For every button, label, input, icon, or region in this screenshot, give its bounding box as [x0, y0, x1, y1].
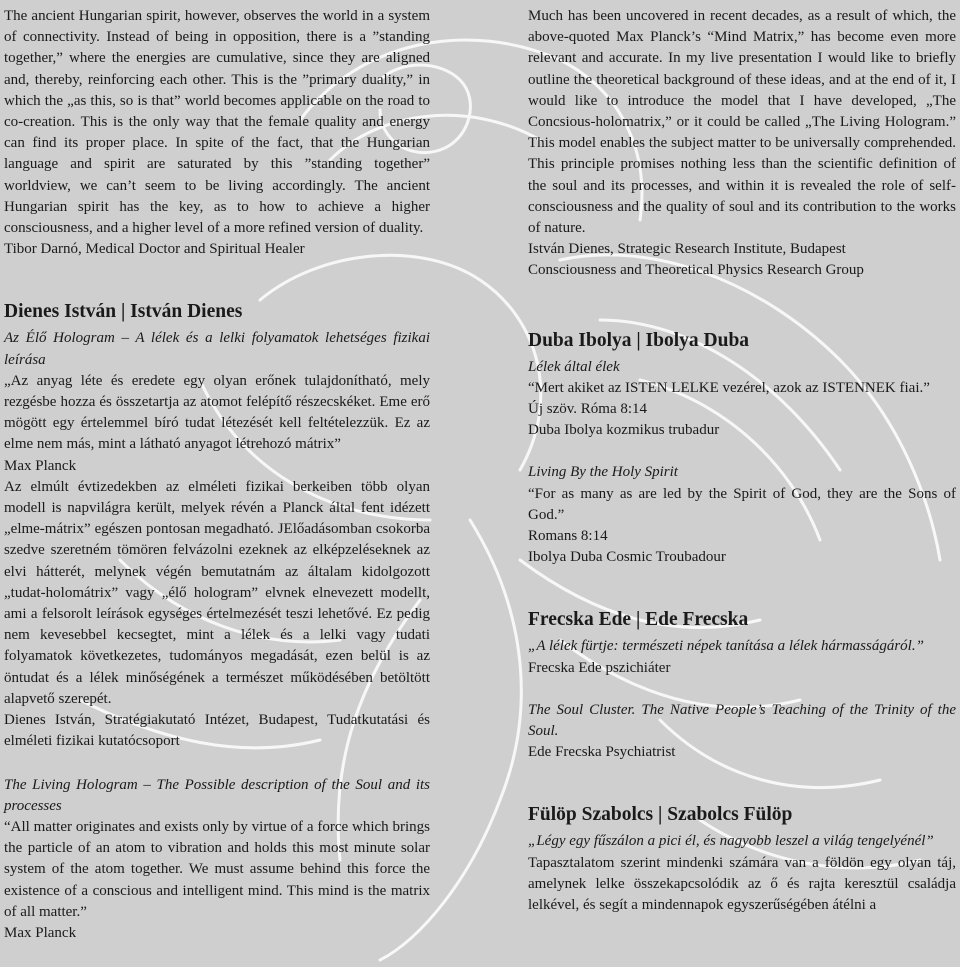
dienes-en-title: The Living Hologram – The Possible description of the Soul and its processes [4, 776, 430, 814]
dienes-en-paragraph: Much has been uncovered in recent decades, as a result of which, the above-quoted Max Planck’s “Mind Matrix,” has become even more relevant and accurate. In my live presentation I would like to briefly outline the theoretical background of these ideas, and at the end of it, I would like to introduce the model that I have developed, „The Concsious-holomatrix,” or it could be called „The Living Hologram.” This model enables the subject matter to be universally comprehended. This principle promises nothing less than the scientific definition of the soul and its processes, and within it is revealed the role of self-consciousness and the quality of soul and its contribution to the works of nature. [528, 8, 956, 237]
intro-paragraph: The ancient Hungarian spirit, however, observes the world in a system of connectivity. Instead of being in opposition, there is a ”standing together,” where the energies are cumulative, since they are aligned and, thereby, reinforcing each other. This is the ”primary duality,” in which the „as this, so is that” world becomes applicable on the road to co-creation. This is the only way that the female quality and energy can find its proper place. In spite of the fact, that the Hungarian language and spirit are saturated by this ”standing together” worldview, we can’t seem to be living accordingly. The ancient Hungarian spirit has the key, as to how to achieve a higher consciousness, and a higher level of a more refined version of duality. [4, 8, 430, 237]
dienes-hu-quote: „Az anyag léte és eredete egy olyan erőnek tulajdonítható, mely rezgésbe hozza és összetartja az atomot felépítő részecskéket. Eme erő mögött egy értelemmel bíró tudat létezését kell feltételezzük. Ez az elme nem más, mint a látható anyagot létrehozó mátrix” [4, 372, 430, 453]
frecska-en-title: The Soul Cluster. The Native People’s Teaching of the Trinity of the Soul. [528, 701, 956, 740]
dienes-hu-quote-author: Max Planck [4, 457, 77, 474]
fulop-hu-body: Tapasztalatom szerint mindenki számára van a földön egy olyan táj, amelynek lelke összekapcsolódik az ő és rajta keresztül családja lelkével, és segít a mindennapok egyszerűségében átélni a [528, 854, 956, 914]
duba-en-ref: Romans 8:14 [528, 528, 608, 545]
section-heading-fulop: Fülöp Szabolcs | Szabolcs Fülöp [528, 804, 793, 826]
duba-hu-quote: “Mert akiket az ISTEN LELKE vezérel, azok az ISTENNEK fiai.” [528, 379, 930, 396]
duba-hu-ref: Új szöv. Róma 8:14 [528, 401, 648, 418]
dienes-en-quote: “All matter originates and exists only by virtue of a force which brings the particle of an atom to vibration and holds this most minute solar system of the atom together. We must assume behind this force the existence of a conscious and intelligent mind. This mind is the matrix of all matter.” [4, 818, 430, 920]
dienes-hu-signature: Dienes István, Stratégiakutató Intézet, Budapest, Tudatkutatási és elméleti fizikai kutatócsoport [4, 712, 430, 750]
left-column [4, 6, 430, 944]
section-heading-duba: Duba Ibolya | Ibolya Duba [528, 329, 750, 351]
section-heading-dienes: Dienes István | István Dienes [4, 301, 243, 323]
section-heading-frecska: Frecska Ede | Ede Frecska [528, 609, 749, 631]
dienes-hu-title: Az Élő Hologram – A lélek és a lelki folyamatok lehetséges fizikai leírása [4, 330, 430, 368]
fulop-hu-title: „Légy egy fűszálon a pici él, és nagyobb leszel a világ tengelyénél” [528, 833, 934, 850]
right-column [528, 6, 956, 916]
dienes-en-quote-author: Max Planck [4, 924, 77, 941]
intro-signature: Tibor Darnó, Medical Doctor and Spiritual Healer [4, 241, 305, 258]
duba-hu-signature: Duba Ibolya kozmikus trubadur [528, 422, 720, 439]
duba-en-title: Living By the Holy Spirit [528, 464, 678, 481]
dienes-hu-body: Az elmúlt évtizedekben az elméleti fizikai berkeiben több olyan modell is napvilágra került, melyek révén a Planck által fent idézett „elme-mátrix” egészen pontosan megadható. JElőadásomban csokorba szedve szeretném tömören felvázolni ezeknek az elképzeléseknek az elvi hátterét, melynek végén bemutatnám az általam kidolgozott „tudat-holomátrix” vagy „élő hologram” elvnek elnevezett modellt, ami a felsorolt leírások egységes értelmezését teszi lehetővé. Ez pedig nem kevesebbel kecsegtet, mint a lélek és a lelki vagy tudati folyamatok következetes, tudományos megadását, ezen belül is az öntudat és a lélek minőségének a természet működésében betöltött alapvető szerepét. [4, 478, 430, 707]
frecska-hu-title: „A lélek fürtje: természeti népek tanítása a lélek hármasságáról.” [528, 638, 924, 655]
dienes-en-signature-2: Consciousness and Theoretical Physics Research Group [528, 262, 864, 279]
duba-en-quote: “For as many as are led by the Spirit of God, they are the Sons of God.” [528, 485, 956, 523]
duba-en-signature: Ibolya Duba Cosmic Troubadour [528, 549, 726, 566]
frecska-hu-signature: Frecska Ede pszichiáter [528, 659, 671, 676]
dienes-en-signature-1: István Dienes, Strategic Research Institute, Budapest [528, 241, 846, 258]
frecska-en-signature: Ede Frecska Psychiatrist [528, 744, 676, 761]
duba-hu-title: Lélek által élek [528, 358, 620, 375]
